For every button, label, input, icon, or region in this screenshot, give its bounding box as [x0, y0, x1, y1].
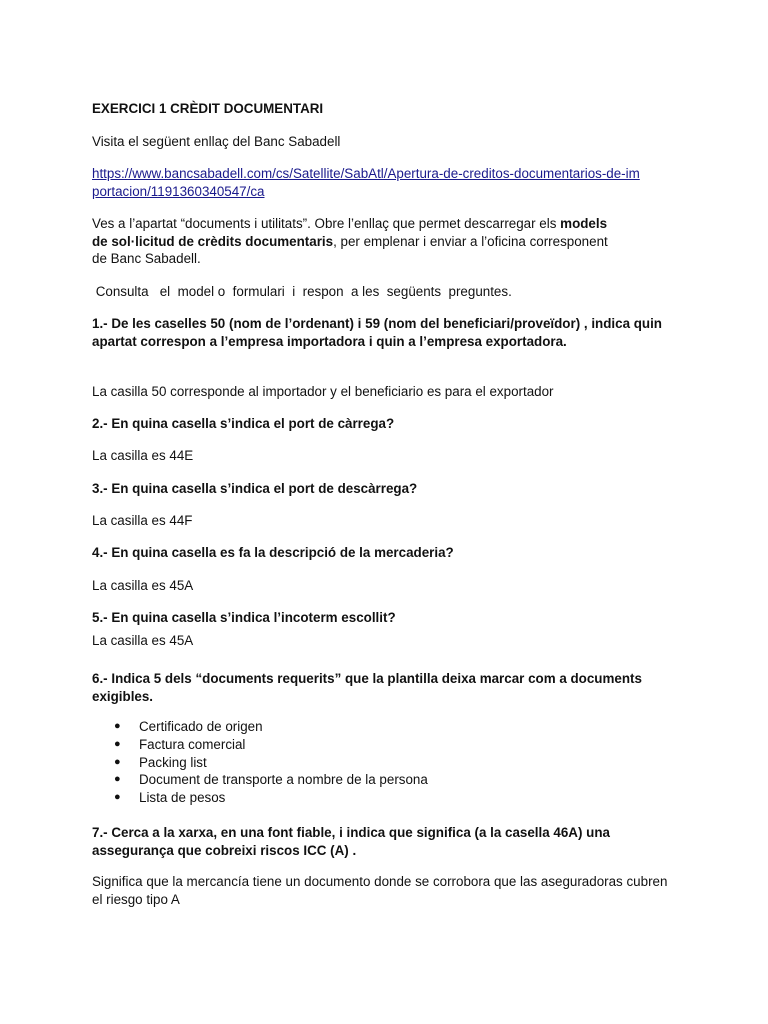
- answer-1: La casilla 50 corresponde al importador y el beneficiario es para el exportador: [92, 384, 554, 399]
- bullet-icon: ●: [114, 791, 121, 804]
- question-4: 4.- En quina casella es fa la descripció de la mercaderia?: [92, 545, 454, 560]
- question-5: 5.- En quina casella s’indica l’incoterm escollit?: [92, 610, 396, 625]
- link-line-1[interactable]: https://www.bancsabadell.com/cs/Satellite/SabAtl/Apertura-de-creditos-documentarios-de-im: [92, 166, 640, 181]
- question-3: 3.- En quina casella s’indica el port de descàrrega?: [92, 481, 418, 496]
- link-line-2[interactable]: portacion/1191360340547/ca: [92, 183, 265, 199]
- answer-3: La casilla es 44F: [92, 513, 193, 528]
- question-2: 2.- En quina casella s’indica el port de càrrega?: [92, 416, 395, 431]
- instructions-bold-2: de sol·licitud de crèdits documentaris: [92, 233, 334, 249]
- exercise-title: EXERCICI 1 CRÈDIT DOCUMENTARI: [92, 101, 324, 116]
- list-item-text: Document de transporte a nombre de la persona: [139, 772, 428, 788]
- bullet-icon: ●: [114, 737, 121, 750]
- bullet-icon: ●: [114, 720, 121, 732]
- instructions-part-2: , per emplenar i enviar a l’oficina corresponent: [333, 233, 608, 249]
- consult-text: Consulta el model o formulari i respon a les següents preguntes.: [92, 284, 512, 299]
- question-1: 1.- De les caselles 50 (nom de l’ordenant) i 59 (nom del beneficiari/proveïdor) , indica quin apartat correspon a l’empresa importadora i quin a l’empresa exportadora.: [92, 316, 662, 349]
- list-item: [92, 771, 428, 789]
- list-item: [92, 736, 428, 754]
- instructions-part-3: de Banc Sabadell.: [92, 251, 201, 266]
- bullet-icon: ●: [114, 755, 121, 768]
- list-item: [92, 789, 428, 807]
- list-item-text: Factura comercial: [139, 736, 246, 752]
- answer-2: La casilla es 44E: [92, 448, 194, 463]
- answer-7: Significa que la mercancía tiene un documento donde se corrobora que las aseguradoras cubren el riesgo tipo A: [92, 874, 668, 907]
- list-item: [92, 754, 428, 772]
- answer-5: La casilla es 45A: [92, 633, 194, 648]
- list-item-text: Packing list: [139, 754, 207, 770]
- question-6: 6.- Indica 5 dels “documents requerits” que la plantilla deixa marcar com a documents exigibles.: [92, 671, 642, 704]
- sabadell-link[interactable]: [92, 165, 678, 200]
- instructions-part-1: Ves a l’apartat “documents i utilitats”. Obre l’enllaç que permet descarregar els: [92, 216, 561, 231]
- instructions-paragraph: [92, 215, 678, 268]
- intro-text: Visita el següent enllaç del Banc Sabadell: [92, 134, 341, 149]
- list-item: [92, 718, 428, 736]
- required-documents-list: [92, 718, 428, 807]
- question-7: 7.- Cerca a la xarxa, en una font fiable, i indica que significa (a la casella 46A) una assegurança que cobreixi riscos ICC (A) .: [92, 825, 610, 858]
- instructions-bold-1: models: [560, 216, 608, 231]
- bullet-icon: ●: [114, 773, 121, 786]
- list-item-text: Certificado de origen: [139, 719, 263, 734]
- list-item-text: Lista de pesos: [139, 790, 226, 806]
- answer-4: La casilla es 45A: [92, 578, 194, 593]
